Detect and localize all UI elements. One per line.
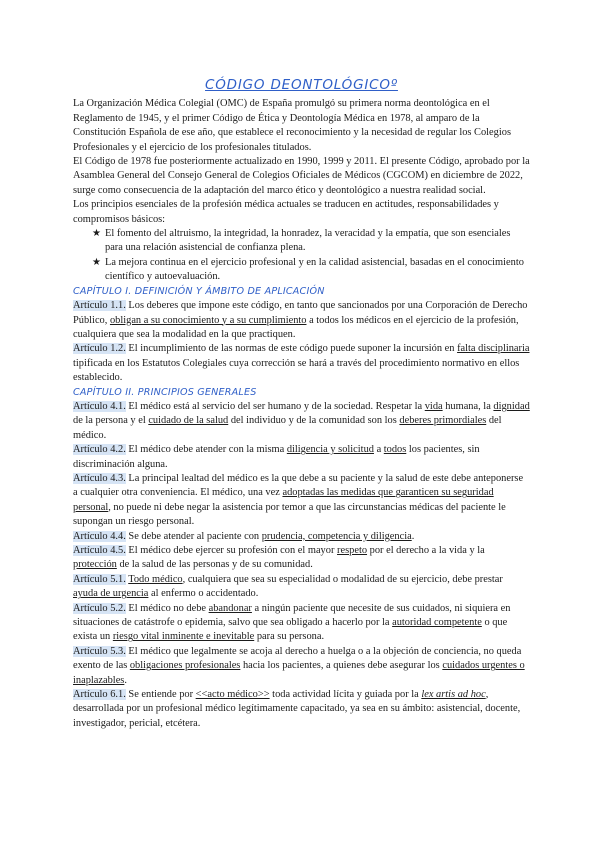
article-label: Artículo 4.1. [73, 400, 126, 412]
article-1-1: Artículo 1.1. Los deberes que impone este código, en tanto que sancionados por una Corporación de Derecho Público, obligan a su conocimiento y a su cumplimiento a todos los médicos en el ejercicio de la profesión, cualquiera que sea la modalidad en la que practiquen. [73, 300, 528, 340]
article-4-1: Artículo 4.1. El médico está al servicio del ser humano y de la sociedad. Respetar la vida humana, la dignidad de la persona y el cuidado de la salud del individuo y de la comunidad son los deberes primordiales del médico. [73, 400, 530, 441]
article-4-3: Artículo 4.3. La principal lealtad del médico es la que debe a su paciente y la salud de este debe anteponerse a cualquier otra conveniencia. El médico, una vez adoptadas las medidas que garanticen su seguridad personal, no puede ni debe negar la asistencia por temor a que las circunstancias médicas del paciente le supongan un riesgo personal. [73, 472, 524, 528]
document-title: CÓDIGO DEONTOLÓGICOº [205, 77, 398, 93]
article-label: Artículo 4.2. [73, 444, 126, 456]
article-4-5: Artículo 4.5. El médico debe ejercer su profesión con el mayor respeto por el derecho a la vida y la protección de la salud de las personas y de su comunidad. [73, 545, 485, 571]
article-5-1: Artículo 5.1. Todo médico, cualquiera que sea su especialidad o modalidad de su ejercicio, debe prestar ayuda de urgencia al enfermo o accidentado. [73, 573, 503, 600]
article-label: Artículo 5.1. [73, 573, 126, 585]
article-6-1: Artículo 6.1. Se entiende por <<acto médico>> toda actividad lícita y guiada por la lex artis ad hoc, desarrollada por un profesional médico legítimamente capacitado, ya sea en su ámbito: asistencial, docente, investigador, pericial, etcétera. [73, 689, 521, 729]
chapter-heading-1: CAPÍTULO I. DEFINICIÓN Y ÁMBITO DE APLICACIÓN [73, 285, 325, 297]
article-5-3: Artículo 5.3. El médico que legalmente se acoja al derecho a huelga o a la objeción de conciencia, no queda exento de las obligaciones profesionales hacia los pacientes, a quienes debe asegurar los cuidados urgentes o inaplazables. [73, 645, 525, 686]
article-label: Artículo 1.2. [73, 343, 126, 355]
article-label: Artículo 5.3. [73, 645, 126, 657]
intro-paragraph-1: La Organización Médica Colegial (OMC) de España promulgó su primera norma deontológica en el Reglamento de 1945, y el primer Código de Ética y Deontología Médica en 1978, al amparo de la Constitución Española de ese año, que establece el reconocimiento y la necesidad de regular los Colegios Profesionales y el ejercicio de los profesionales titulados. [73, 98, 511, 153]
article-1-2: Artículo 1.2. El incumplimiento de las normas de este código puede suponer la incursión en falta disciplinaria tipificada en los Estatutos Colegiales cuya corrección se hará a través del procedimiento normativo en ellos establecido. [73, 343, 530, 384]
list-item: ★ El fomento del altruismo, la integridad, la honradez, la veracidad y la empatía, que son esenciales para una relación asistencial de confianza plena. [92, 228, 511, 254]
article-4-4: Artículo 4.4. Se debe atender al paciente con prudencia, competencia y diligencia. [73, 530, 415, 542]
chapter-heading-2: CAPÍTULO II. PRINCIPIOS GENERALES [73, 386, 257, 398]
star-bullet-icon: ★ [92, 228, 101, 240]
article-4-2: Artículo 4.2. El médico debe atender con la misma diligencia y solicitud a todos los pacientes, sin discriminación alguna. [73, 444, 480, 470]
intro-paragraph-3: Los principios esenciales de la profesión médica actuales se traducen en actitudes, responsabilidades y compromisos básicos: [73, 199, 499, 225]
article-label: Artículo 4.5. [73, 545, 126, 556]
principles-list [73, 227, 530, 285]
article-label: Artículo 4.4. [73, 530, 126, 542]
list-item: ★ La mejora continua en el ejercicio profesional y en la calidad asistencial, basadas en el conocimiento científico y autoevaluación. [92, 256, 524, 283]
article-label: Artículo 6.1. [73, 689, 126, 701]
intro-paragraph-2: El Código de 1978 fue posteriormente actualizado en 1990, 1999 y 2011. El presente Código, aprobado por la Asamblea General del Consejo General de Colegios Oficiales de Médicos (CGCOM) en diciembre de 2022, surge como consecuencia de la adaptación del marco ético y deontológico a nuestra realidad social. [73, 156, 530, 196]
article-label: Artículo 1.1. [73, 300, 126, 312]
star-bullet-icon: ★ [92, 256, 101, 268]
article-label: Artículo 5.2. [73, 602, 126, 614]
article-5-2: Artículo 5.2. El médico no debe abandonar a ningún paciente que necesite de sus cuidados, ni siquiera en situaciones de catástrofe o epidemia, salvo que sea obligado a hacerlo por la autoridad competente o que exista un riesgo vital inminente e inevitable para su persona. [73, 602, 511, 643]
article-label: Artículo 4.3. [73, 472, 126, 484]
